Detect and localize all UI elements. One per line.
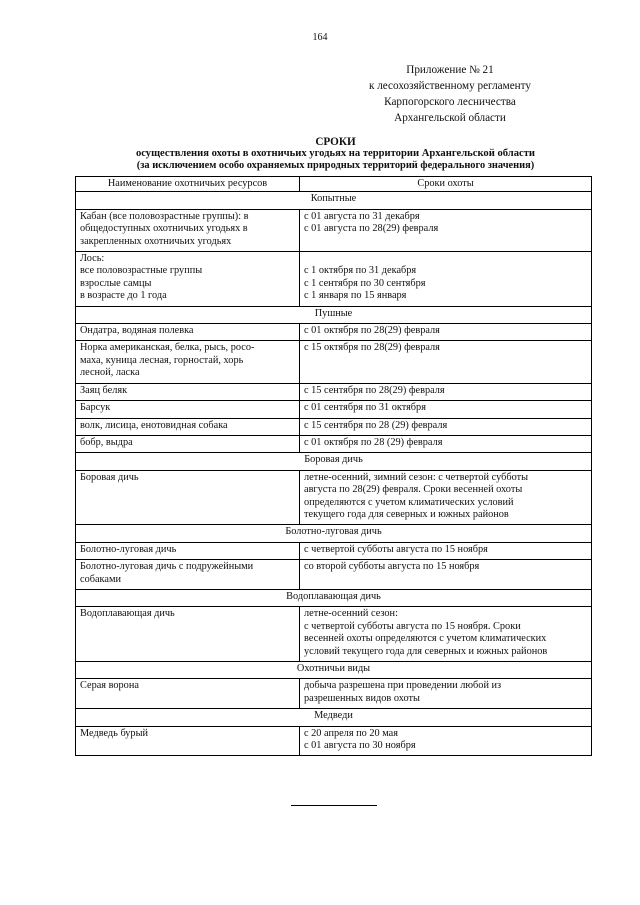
period-line: с 01 августа по 31 декабря <box>304 210 420 222</box>
resource-line: Болотно-луговая дичь <box>80 543 177 555</box>
period-line: с 15 сентября по 28(29) февраля <box>304 384 445 396</box>
appendix-line: Карпогорского лесничества <box>384 96 516 108</box>
period-line: летне-осенний сезон: <box>304 608 398 620</box>
period-line: с 1 октября по 31 декабря <box>304 265 417 277</box>
table-row <box>76 435 592 452</box>
resource-line: общедоступных охотничьих угодьях в <box>80 223 248 235</box>
table-row <box>76 209 592 251</box>
period-cell <box>300 209 592 251</box>
table-row <box>76 726 592 756</box>
period-line: с 01 октября по 28(29) февраля <box>304 325 440 337</box>
section-title: Водоплавающая дичь <box>76 589 592 606</box>
table-row <box>76 679 592 709</box>
period-cell <box>300 560 592 590</box>
section-row <box>76 192 592 209</box>
period-line: с 01 сентября по 31 октября <box>304 402 426 414</box>
period-cell <box>300 252 592 307</box>
period-line <box>304 253 587 265</box>
section-title: Медведи <box>76 709 592 726</box>
resource-cell <box>76 435 300 452</box>
appendix-line: к лесохозяйственному регламенту <box>368 80 531 92</box>
section-row <box>76 306 592 323</box>
section-row <box>76 453 592 470</box>
resource-line: Норка американская, белка, рысь, росо- <box>80 342 255 354</box>
hunting-periods-table <box>75 176 592 756</box>
resource-cell <box>76 401 300 418</box>
period-line: августа по 28(29) февраля. Сроки весенней охоты <box>304 484 523 496</box>
section-row <box>76 525 592 542</box>
resource-cell <box>76 470 300 525</box>
period-cell <box>300 726 592 756</box>
title-line: (за исключением особо охраняемых природных территорий федерального значения) <box>136 160 535 171</box>
period-line: с 15 октября по 28(29) февраля <box>304 342 440 354</box>
period-cell <box>300 341 592 383</box>
document-title <box>78 136 593 172</box>
footer-rule <box>291 805 377 806</box>
resource-line: Болотно-луговая дичь с подружейными <box>80 561 254 573</box>
period-cell <box>300 435 592 452</box>
appendix-line: Приложение № 21 <box>406 64 494 76</box>
resource-cell <box>76 679 300 709</box>
table-row <box>76 542 592 559</box>
title-line: осуществления охоты в охотничьих угодьях на территории Архангельской области <box>135 148 536 159</box>
title-line: СРОКИ <box>315 136 356 148</box>
resource-line: Медведь бурый <box>80 727 149 739</box>
resource-line: волк, лисица, енотовидная собака <box>80 419 228 431</box>
resource-line: Серая ворона <box>80 680 139 692</box>
resource-cell <box>76 560 300 590</box>
section-row <box>76 662 592 679</box>
resource-line: взрослые самцы <box>80 277 152 289</box>
resource-line: Кабан (все половозрастные группы): в <box>80 210 249 222</box>
period-line: с 1 января по 15 января <box>304 290 407 302</box>
period-line: с четвертой субботы августа по 15 ноября. Сроки <box>304 620 521 632</box>
period-line: с 01 августа по 30 ноября <box>304 740 416 752</box>
resource-line: маха, куница лесная, горностай, хорь <box>80 354 244 366</box>
period-line: условий текущего года для северных и южных районов <box>304 645 548 657</box>
period-line: определяются с учетом климатических условий <box>304 496 514 508</box>
period-line: с 20 апреля по 20 мая <box>304 727 398 739</box>
period-line: разрешенных видов охоты <box>304 692 420 704</box>
section-title: Пушные <box>76 306 592 323</box>
period-line: весенней охоты определяются с учетом климатических <box>304 633 547 645</box>
table-row <box>76 560 592 590</box>
resource-cell <box>76 383 300 400</box>
resource-line: закрепленных охотничьих угодьях <box>80 235 232 247</box>
table-row <box>76 401 592 418</box>
page-number: 164 <box>312 32 328 43</box>
table-row <box>76 418 592 435</box>
table-row <box>76 383 592 400</box>
resource-line: собаками <box>80 573 121 585</box>
resource-cell <box>76 418 300 435</box>
resource-line: Лось: <box>80 253 105 265</box>
period-cell <box>300 542 592 559</box>
period-cell <box>300 607 592 662</box>
resource-line: Заяц беляк <box>80 384 128 396</box>
table-row <box>76 252 592 307</box>
resource-cell <box>76 209 300 251</box>
table-row <box>76 607 592 662</box>
resource-cell <box>76 324 300 341</box>
table-body <box>76 192 592 756</box>
period-cell <box>300 470 592 525</box>
table-row <box>76 341 592 383</box>
resource-line: лесной, ласка <box>80 367 140 379</box>
period-cell <box>300 418 592 435</box>
period-line: с 1 сентября по 30 сентября <box>304 277 426 289</box>
appendix-line: Архангельской области <box>394 112 506 124</box>
period-line: летне-осенний, зимний сезон: с четвертой субботы <box>304 471 529 483</box>
resource-line: бобр, выдра <box>80 436 133 448</box>
period-cell <box>300 679 592 709</box>
period-cell <box>300 401 592 418</box>
resource-cell <box>76 542 300 559</box>
table-header-row <box>76 177 592 192</box>
period-cell <box>300 383 592 400</box>
appendix-block <box>340 62 560 126</box>
resource-cell <box>76 341 300 383</box>
period-line: с 01 октября по 28 (29) февраля <box>304 436 443 448</box>
period-line: с 01 августа по 28(29) февраля <box>304 223 439 235</box>
period-cell <box>300 324 592 341</box>
period-line: со второй субботы августа по 15 ноября <box>304 561 480 573</box>
resource-cell <box>76 252 300 307</box>
period-line: текущего года для северных и южных районов <box>304 508 509 520</box>
table-row <box>76 324 592 341</box>
section-title: Боровая дичь <box>76 453 592 470</box>
period-line: с 15 сентября по 28 (29) февраля <box>304 419 448 431</box>
header-period: Сроки охоты <box>300 177 592 192</box>
section-row <box>76 589 592 606</box>
resource-line: все половозрастные группы <box>80 265 203 277</box>
section-title: Копытные <box>76 192 592 209</box>
header-resource: Наименование охотничьих ресурсов <box>76 177 300 192</box>
resource-cell <box>76 607 300 662</box>
table-row <box>76 470 592 525</box>
section-row <box>76 709 592 726</box>
resource-cell <box>76 726 300 756</box>
resource-line: Боровая дичь <box>80 471 139 483</box>
section-title: Охотничьи виды <box>76 662 592 679</box>
resource-line: в возрасте до 1 года <box>80 290 167 302</box>
resource-line: Барсук <box>80 402 111 414</box>
period-line: добыча разрешена при проведении любой из <box>304 680 502 692</box>
resource-line: Водоплавающая дичь <box>80 608 175 620</box>
period-line: с четвертой субботы августа по 15 ноября <box>304 543 488 555</box>
section-title: Болотно-луговая дичь <box>76 525 592 542</box>
resource-line: Ондатра, водяная полевка <box>80 325 194 337</box>
